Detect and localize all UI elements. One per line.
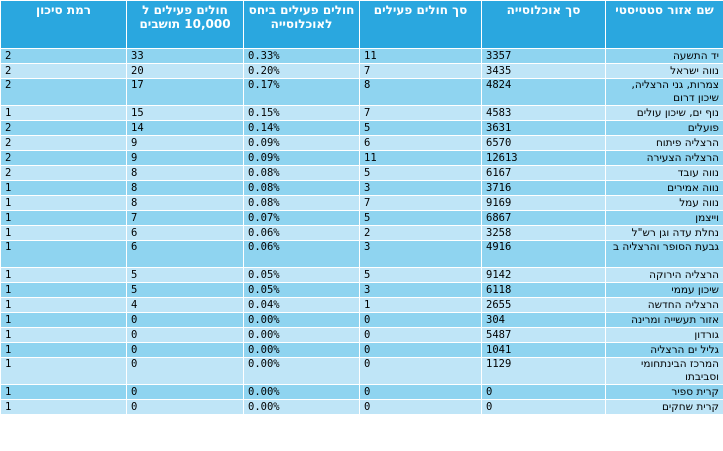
active-ratio-cell: 0.00% bbox=[244, 328, 360, 343]
table-row bbox=[1, 328, 723, 343]
per-10k-cell: 0 bbox=[127, 400, 244, 415]
header-active-ratio: חולים פעילים ביחס לאוכלוסייה bbox=[244, 1, 360, 49]
table-row bbox=[1, 385, 723, 400]
area-name-text: נווה עובד bbox=[677, 166, 719, 179]
table-row bbox=[1, 400, 723, 415]
area-name-cell bbox=[606, 400, 723, 415]
per-10k-cell: 33 bbox=[127, 49, 244, 64]
per-10k-cell: 15 bbox=[127, 106, 244, 121]
active-ratio-cell: 0.08% bbox=[244, 181, 360, 196]
area-name-cell bbox=[606, 268, 723, 283]
risk-level-cell: 1 bbox=[1, 400, 127, 415]
active-ratio-cell: 0.00% bbox=[244, 343, 360, 358]
risk-level-cell: 1 bbox=[1, 196, 127, 211]
population-cell: 6118 bbox=[482, 283, 606, 298]
population-cell: 12613 bbox=[482, 151, 606, 166]
active-ratio-cell: 0.33% bbox=[244, 49, 360, 64]
risk-level-cell: 1 bbox=[1, 211, 127, 226]
per-10k-cell: 5 bbox=[127, 283, 244, 298]
per-10k-cell: 6 bbox=[127, 226, 244, 241]
per-10k-cell: 4 bbox=[127, 298, 244, 313]
table-row bbox=[1, 181, 723, 196]
table-row bbox=[1, 268, 723, 283]
active-cases-cell: 11 bbox=[360, 151, 482, 166]
active-cases-cell: 0 bbox=[360, 400, 482, 415]
active-ratio-cell: 0.08% bbox=[244, 166, 360, 181]
population-cell: 4916 bbox=[482, 241, 606, 268]
active-ratio-cell: 0.20% bbox=[244, 64, 360, 79]
active-ratio-cell: 0.06% bbox=[244, 241, 360, 268]
area-name-cell bbox=[606, 283, 723, 298]
area-name-cell bbox=[606, 313, 723, 328]
area-name-cell bbox=[606, 226, 723, 241]
active-ratio-cell: 0.07% bbox=[244, 211, 360, 226]
active-cases-cell: 7 bbox=[360, 196, 482, 211]
table-row bbox=[1, 241, 723, 268]
table-row bbox=[1, 298, 723, 313]
population-cell: 3258 bbox=[482, 226, 606, 241]
per-10k-cell: 20 bbox=[127, 64, 244, 79]
area-name-cell bbox=[606, 385, 723, 400]
area-name-text: נווה ישראל bbox=[670, 64, 719, 77]
risk-level-cell: 2 bbox=[1, 49, 127, 64]
active-ratio-cell: 0.05% bbox=[244, 283, 360, 298]
area-name-text: גבעת הסופר והרצליה ב bbox=[612, 241, 719, 253]
area-name-cell bbox=[606, 298, 723, 313]
area-name-cell bbox=[606, 79, 723, 106]
population-cell: 6167 bbox=[482, 166, 606, 181]
active-ratio-cell: 0.04% bbox=[244, 298, 360, 313]
risk-level-cell: 2 bbox=[1, 79, 127, 106]
active-cases-cell: 7 bbox=[360, 106, 482, 121]
per-10k-cell: 0 bbox=[127, 313, 244, 328]
area-name-cell bbox=[606, 358, 723, 385]
risk-level-cell: 1 bbox=[1, 283, 127, 298]
per-10k-cell: 0 bbox=[127, 385, 244, 400]
per-10k-cell: 7 bbox=[127, 211, 244, 226]
header-area-name: שם אזור סטטיסטי bbox=[606, 1, 723, 49]
population-cell: 3357 bbox=[482, 49, 606, 64]
active-cases-cell: 7 bbox=[360, 64, 482, 79]
active-cases-cell: 0 bbox=[360, 313, 482, 328]
table-row bbox=[1, 226, 723, 241]
risk-level-cell: 2 bbox=[1, 136, 127, 151]
active-cases-cell: 1 bbox=[360, 298, 482, 313]
risk-level-cell: 2 bbox=[1, 151, 127, 166]
risk-level-cell: 2 bbox=[1, 64, 127, 79]
active-cases-cell: 3 bbox=[360, 241, 482, 268]
risk-level-cell: 1 bbox=[1, 385, 127, 400]
active-cases-cell: 5 bbox=[360, 268, 482, 283]
area-name-cell bbox=[606, 241, 723, 268]
area-name-text: נווה אמירים bbox=[667, 181, 719, 194]
area-name-text: המרכז הבינתחומי וסביבתו bbox=[640, 358, 719, 383]
per-10k-cell: 8 bbox=[127, 181, 244, 196]
population-cell: 1041 bbox=[482, 343, 606, 358]
per-10k-cell: 0 bbox=[127, 328, 244, 343]
population-cell: 304 bbox=[482, 313, 606, 328]
active-cases-cell: 0 bbox=[360, 328, 482, 343]
risk-level-cell: 1 bbox=[1, 298, 127, 313]
risk-level-cell: 2 bbox=[1, 121, 127, 136]
risk-level-cell: 1 bbox=[1, 106, 127, 121]
population-cell: 0 bbox=[482, 400, 606, 415]
population-cell: 9142 bbox=[482, 268, 606, 283]
population-cell: 4824 bbox=[482, 79, 606, 106]
active-cases-cell: 5 bbox=[360, 121, 482, 136]
area-name-text: הרצליה פיתוח bbox=[655, 136, 719, 149]
header-risk-level: רמת סיכון bbox=[1, 1, 127, 49]
active-ratio-cell: 0.14% bbox=[244, 121, 360, 136]
risk-level-cell: 1 bbox=[1, 226, 127, 241]
table-row bbox=[1, 343, 723, 358]
active-cases-cell: 3 bbox=[360, 181, 482, 196]
area-name-text: נחלת עדה וגן רש"ל bbox=[631, 226, 719, 239]
risk-level-cell: 1 bbox=[1, 343, 127, 358]
area-name-text: גליל ים הרצליה bbox=[650, 343, 719, 356]
population-cell: 6570 bbox=[482, 136, 606, 151]
risk-level-cell: 1 bbox=[1, 181, 127, 196]
header-per-10k: חולים פעילים ל 10,000 תושבים bbox=[127, 1, 244, 49]
active-cases-cell: 11 bbox=[360, 49, 482, 64]
table-row bbox=[1, 283, 723, 298]
area-name-cell bbox=[606, 211, 723, 226]
active-cases-cell: 5 bbox=[360, 166, 482, 181]
risk-level-cell: 2 bbox=[1, 166, 127, 181]
per-10k-cell: 5 bbox=[127, 268, 244, 283]
active-cases-cell: 8 bbox=[360, 79, 482, 106]
per-10k-cell: 17 bbox=[127, 79, 244, 106]
active-ratio-cell: 0.00% bbox=[244, 313, 360, 328]
active-ratio-cell: 0.05% bbox=[244, 268, 360, 283]
active-cases-cell: 3 bbox=[360, 283, 482, 298]
per-10k-cell: 0 bbox=[127, 343, 244, 358]
active-cases-cell: 0 bbox=[360, 343, 482, 358]
risk-level-cell: 1 bbox=[1, 358, 127, 385]
active-ratio-cell: 0.09% bbox=[244, 151, 360, 166]
area-name-cell bbox=[606, 64, 723, 79]
area-name-cell bbox=[606, 151, 723, 166]
table-row bbox=[1, 136, 723, 151]
population-cell: 2655 bbox=[482, 298, 606, 313]
table-row bbox=[1, 166, 723, 181]
area-name-text: הרצליה הירוקה bbox=[649, 268, 719, 281]
population-cell: 5487 bbox=[482, 328, 606, 343]
population-cell: 4583 bbox=[482, 106, 606, 121]
table-row bbox=[1, 106, 723, 121]
per-10k-cell: 9 bbox=[127, 136, 244, 151]
area-name-text: יד התשעה bbox=[672, 49, 719, 62]
table-row bbox=[1, 79, 723, 106]
per-10k-cell: 8 bbox=[127, 196, 244, 211]
area-name-text: גורדון bbox=[694, 328, 719, 341]
header-active-cases: סך חולים פעילים bbox=[360, 1, 482, 49]
area-name-text: הרצליה הצעירה bbox=[646, 151, 719, 164]
active-ratio-cell: 0.08% bbox=[244, 196, 360, 211]
population-cell: 0 bbox=[482, 385, 606, 400]
risk-level-cell: 1 bbox=[1, 268, 127, 283]
population-cell: 3631 bbox=[482, 121, 606, 136]
active-ratio-cell: 0.06% bbox=[244, 226, 360, 241]
active-ratio-cell: 0.17% bbox=[244, 79, 360, 106]
area-name-text: שיכון עממי bbox=[671, 283, 719, 296]
table-row bbox=[1, 64, 723, 79]
active-cases-cell: 0 bbox=[360, 358, 482, 385]
active-ratio-cell: 0.00% bbox=[244, 385, 360, 400]
per-10k-cell: 9 bbox=[127, 151, 244, 166]
table-row bbox=[1, 121, 723, 136]
area-name-cell bbox=[606, 106, 723, 121]
active-ratio-cell: 0.00% bbox=[244, 400, 360, 415]
area-name-cell bbox=[606, 196, 723, 211]
risk-level-cell: 1 bbox=[1, 328, 127, 343]
active-ratio-cell: 0.09% bbox=[244, 136, 360, 151]
population-cell: 9169 bbox=[482, 196, 606, 211]
header-population: סך אוכלוסייה bbox=[482, 1, 606, 49]
table-row bbox=[1, 196, 723, 211]
per-10k-cell: 6 bbox=[127, 241, 244, 268]
area-name-cell bbox=[606, 328, 723, 343]
area-name-text: קרית שחקים bbox=[661, 400, 719, 413]
active-ratio-cell: 0.00% bbox=[244, 358, 360, 385]
active-cases-cell: 2 bbox=[360, 226, 482, 241]
active-cases-cell: 0 bbox=[360, 385, 482, 400]
header-row bbox=[1, 1, 723, 49]
table-row bbox=[1, 211, 723, 226]
population-cell: 3716 bbox=[482, 181, 606, 196]
area-name-text: אזור תעשייה ומרינה bbox=[631, 313, 719, 326]
area-name-cell bbox=[606, 49, 723, 64]
per-10k-cell: 8 bbox=[127, 166, 244, 181]
population-cell: 1129 bbox=[482, 358, 606, 385]
per-10k-cell: 0 bbox=[127, 358, 244, 385]
area-name-text: וייצמן bbox=[695, 211, 719, 224]
area-name-text: צמרות, גני הרצליה, שיכון דרום bbox=[631, 79, 719, 104]
area-name-text: נווה עמל bbox=[679, 196, 719, 209]
area-name-cell bbox=[606, 181, 723, 196]
risk-level-cell: 1 bbox=[1, 313, 127, 328]
active-cases-cell: 6 bbox=[360, 136, 482, 151]
per-10k-cell: 14 bbox=[127, 121, 244, 136]
area-name-cell bbox=[606, 136, 723, 151]
table-row bbox=[1, 49, 723, 64]
table-row bbox=[1, 313, 723, 328]
area-name-cell bbox=[606, 166, 723, 181]
area-name-text: הרצליה החדשה bbox=[647, 298, 719, 311]
area-name-cell bbox=[606, 343, 723, 358]
area-name-text: נוף ים, שיכון עולים bbox=[636, 106, 719, 119]
active-cases-cell: 5 bbox=[360, 211, 482, 226]
table-row bbox=[1, 358, 723, 385]
area-name-text: קרית ספיר bbox=[671, 385, 719, 398]
population-cell: 6867 bbox=[482, 211, 606, 226]
area-name-cell bbox=[606, 121, 723, 136]
risk-level-cell: 1 bbox=[1, 241, 127, 268]
population-cell: 3435 bbox=[482, 64, 606, 79]
table-row bbox=[1, 151, 723, 166]
active-ratio-cell: 0.15% bbox=[244, 106, 360, 121]
area-name-text: פועלים bbox=[687, 121, 719, 134]
